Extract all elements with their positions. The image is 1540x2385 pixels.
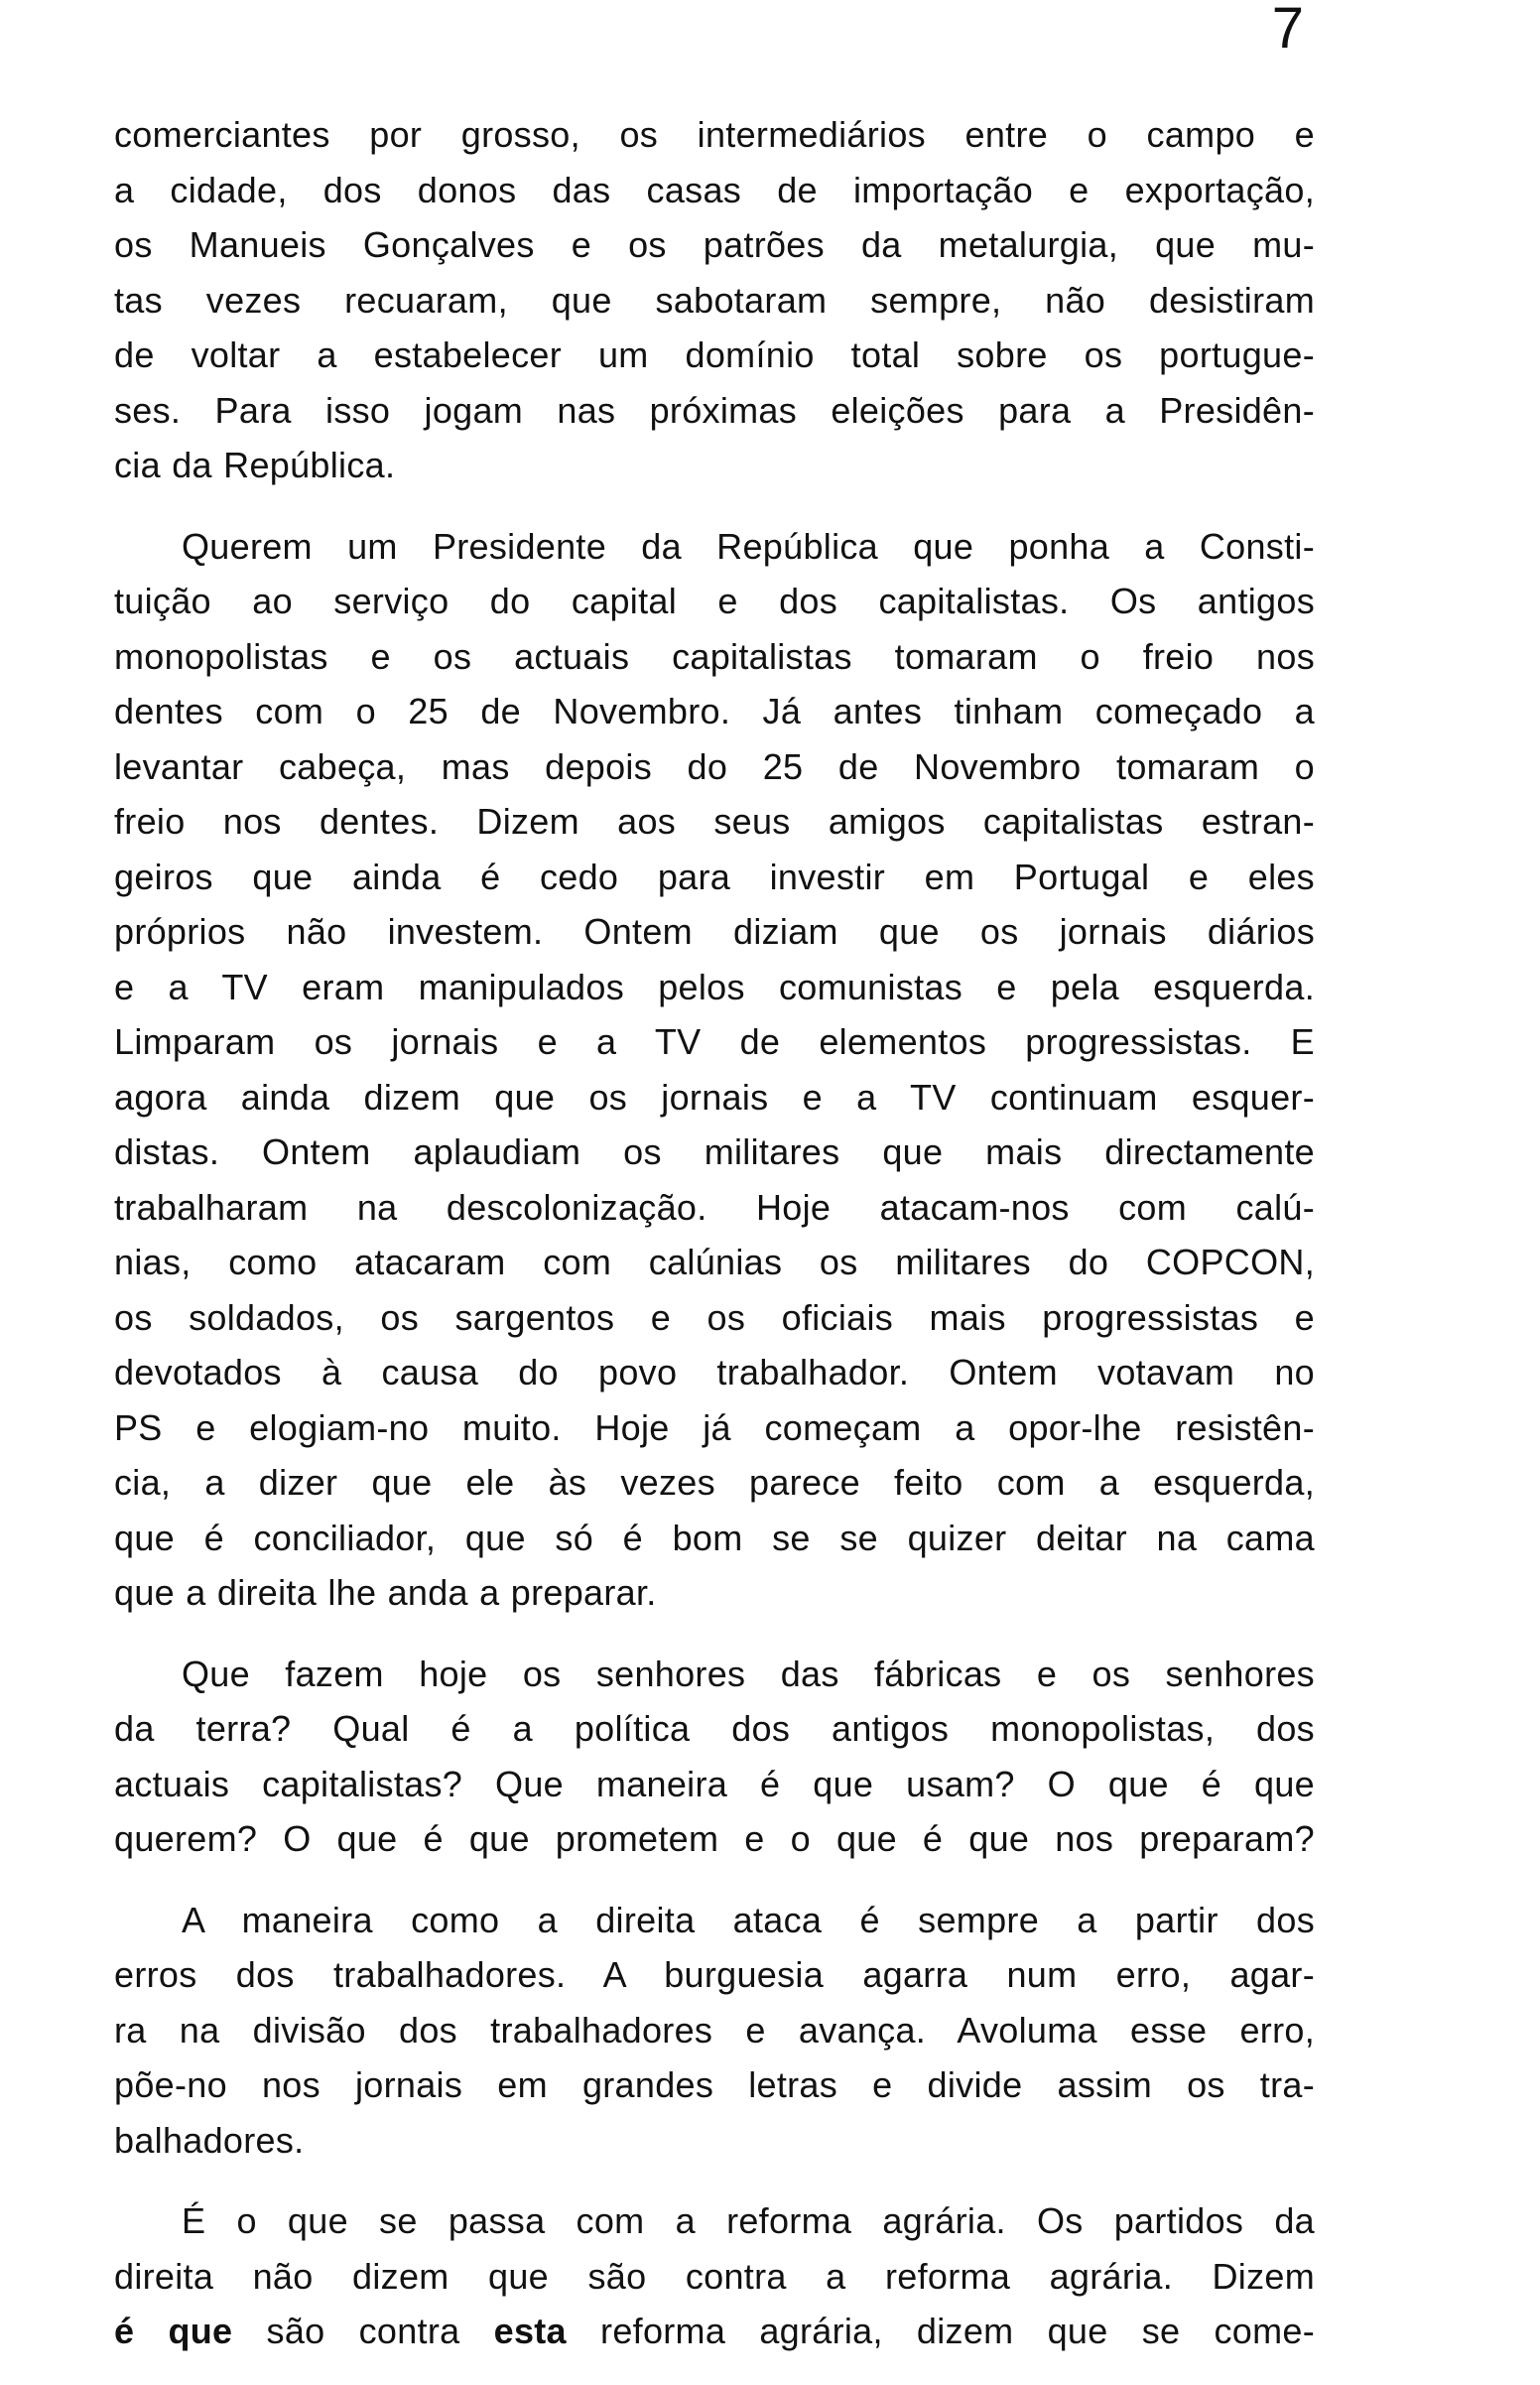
text-line: monopolistas e os actuais capitalistas tomaram o freio nos xyxy=(114,635,1315,677)
text-line: e a TV eram manipulados pelos comunistas e pela esquerda. xyxy=(114,966,1315,1007)
text-line: ses. Para isso jogam nas próximas eleições para a Presidên- xyxy=(114,389,1315,431)
text-line: põe-no nos jornais em grandes letras e divide assim os tra- xyxy=(114,2064,1315,2105)
text-line: freio nos dentes. Dizem aos seus amigos capitalistas estran- xyxy=(114,801,1315,842)
text-line: Limparam os jornais e a TV de elementos progressistas. E xyxy=(114,1021,1315,1062)
text-line: PS e elogiam-no muito. Hoje já começam a opor-lhe resistên- xyxy=(114,1406,1315,1448)
text-line: dentes com o 25 de Novembro. Já antes tinham começado a xyxy=(114,691,1315,731)
text-line: É o que se passa com a reforma agrária. Os partidos da xyxy=(182,2200,1315,2241)
text-segment: são contra xyxy=(232,2311,494,2351)
paragraph-2 xyxy=(114,519,1315,1621)
text-line: cia da República. xyxy=(114,445,396,485)
text-line: tuição ao serviço do capital e dos capitalistas. Os antigos xyxy=(114,581,1315,621)
page-number: 7 xyxy=(1271,0,1304,61)
paragraph-5 xyxy=(114,2193,1315,2359)
text-line-mixed xyxy=(114,2304,1315,2359)
text-line: Querem um Presidente da República que ponha a Consti- xyxy=(182,525,1315,567)
text-line: os soldados, os sargentos e os oficiais mais progressistas e xyxy=(114,1296,1315,1338)
text-line: trabalharam na descolonização. Hoje atacam-nos com calú- xyxy=(114,1186,1315,1228)
text-line: os Manueis Gonçalves e os patrões da metalurgia, que mu- xyxy=(114,224,1315,265)
text-line: devotados à causa do povo trabalhador. Ontem votavam no xyxy=(114,1352,1315,1392)
text-line: tas vezes recuaram, que sabotaram sempre, não desistiram xyxy=(114,279,1315,321)
text-line: da terra? Qual é a política dos antigos monopolistas, dos xyxy=(114,1708,1315,1749)
text-line: agora ainda dizem que os jornais e a TV continuam esquer- xyxy=(114,1076,1315,1118)
bold-phrase: esta xyxy=(493,2311,567,2351)
text-line: geiros que ainda é cedo para investir em Portugal e eles xyxy=(114,856,1315,897)
text-line: próprios não investem. Ontem diziam que os jornais diários xyxy=(114,911,1315,952)
text-line: nias, como atacaram com calúnias os militares do COPCON, xyxy=(114,1242,1315,1282)
body-text xyxy=(114,107,1315,2385)
text-line: que a direita lhe anda a preparar. xyxy=(114,1572,657,1613)
text-line: direita não dizem que são contra a reforma agrária. Dizem xyxy=(114,2255,1315,2297)
text-line: distas. Ontem aplaudiam os militares que mais directamente xyxy=(114,1131,1315,1172)
text-line: comerciantes por grosso, os intermediários entre o campo e xyxy=(114,114,1315,155)
text-line: Que fazem hoje os senhores das fábricas e os senhores xyxy=(182,1653,1315,1694)
text-line: actuais capitalistas? Que maneira é que usam? O que é que xyxy=(114,1763,1315,1804)
text-line: de voltar a estabelecer um domínio total sobre os portugue- xyxy=(114,334,1315,375)
text-line: balhadores. xyxy=(114,2119,305,2161)
bold-phrase: é que xyxy=(114,2311,233,2351)
text-line: erros dos trabalhadores. A burguesia agarra num erro, agar- xyxy=(114,1954,1315,1995)
text-line: a cidade, dos donos das casas de importação e exportação, xyxy=(114,169,1315,210)
paragraph-3 xyxy=(114,1647,1315,1867)
text-line: cia, a dizer que ele às vezes parece feito com a esquerda, xyxy=(114,1462,1315,1503)
paragraph-1 xyxy=(114,107,1315,493)
text-line: A maneira como a direita ataca é sempre a partir dos xyxy=(182,1899,1315,1940)
text-line: ra na divisão dos trabalhadores e avança. Avoluma esse erro, xyxy=(114,2009,1315,2051)
text-line: que é conciliador, que só é bom se se quizer deitar na cama xyxy=(114,1517,1315,1558)
text-line: querem? O que é que prometem e o que é que nos preparam? xyxy=(114,1818,1315,1859)
paragraph-4 xyxy=(114,1893,1315,2169)
text-line: levantar cabeça, mas depois do 25 de Novembro tomaram o xyxy=(114,745,1315,787)
text-segment: reforma agrária, dizem que se come- xyxy=(566,2311,1315,2351)
